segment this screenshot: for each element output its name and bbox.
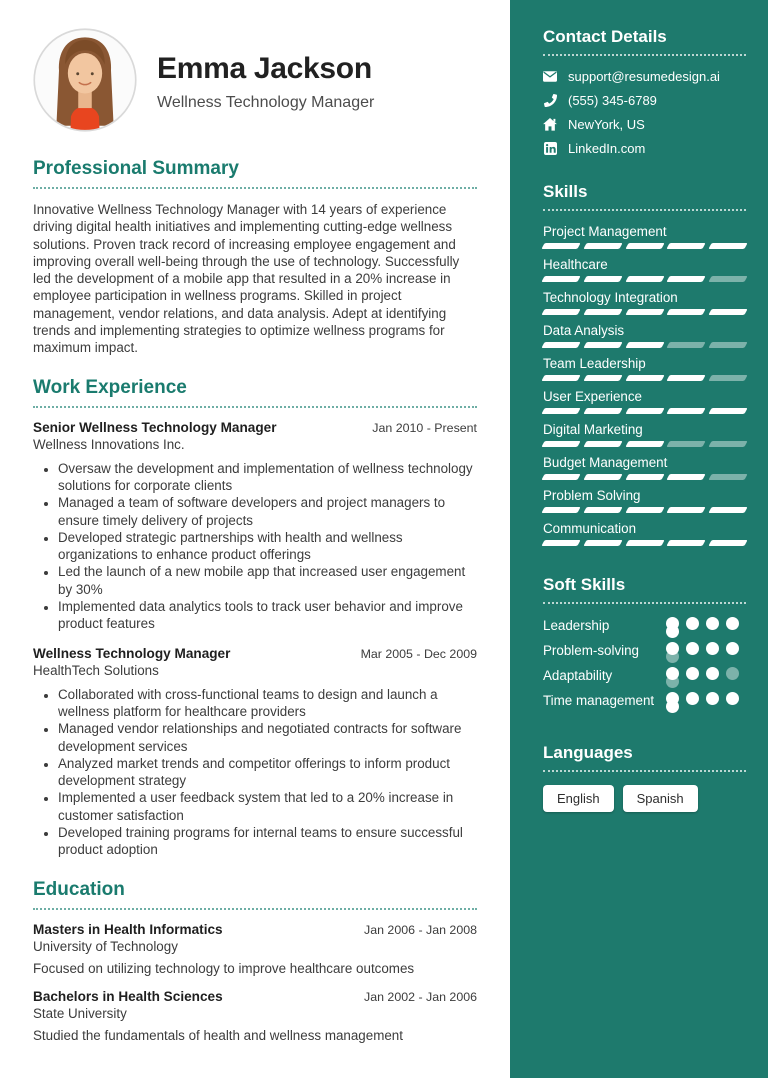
job-bullet-list [33, 460, 477, 633]
skill-label: Team Leadership [543, 356, 646, 371]
skill-bar-segment [709, 474, 748, 480]
skill-label: Digital Marketing [543, 422, 643, 437]
job-company: HealthTech Solutions [33, 662, 159, 678]
soft-skill-dot [686, 667, 699, 680]
skill-bar-segment [709, 342, 748, 348]
skill-bar-segment [583, 474, 622, 480]
skill-bar-segment [541, 507, 580, 513]
skill-bar-segment [541, 540, 580, 546]
skill-item [543, 389, 746, 414]
contact-heading: Contact Details [543, 27, 746, 56]
skill-bar-segment [667, 408, 706, 414]
skill-bar-segment [709, 375, 748, 381]
job-bullet: • Implemented data analytics tools to track user behavior and improve product features [58, 598, 477, 633]
skill-bar [543, 474, 746, 480]
soft-skill-dot [706, 617, 719, 630]
job-bullet: • Developed strategic partnerships with health and wellness organizations to enhance product offerings [58, 529, 477, 564]
skill-bar-segment [667, 243, 706, 249]
section-languages [543, 743, 746, 812]
soft-skill-dots [666, 667, 746, 688]
skill-bar-segment [583, 441, 622, 447]
skill-item [543, 422, 746, 447]
phone-icon [543, 94, 557, 108]
soft-skill-label: Problem-solving [543, 643, 640, 658]
education-dates: Jan 2002 - Jan 2006 [364, 989, 477, 1004]
job-bullet: • Led the launch of a new mobile app that increased user engagement by 30% [58, 563, 477, 598]
skill-bar-segment [625, 375, 664, 381]
soft-skill-dot [686, 692, 699, 705]
skill-bar-segment [709, 276, 748, 282]
soft-skill-item [543, 617, 746, 638]
summary-heading: Professional Summary [33, 158, 477, 189]
skill-bar-segment [541, 474, 580, 480]
soft-skill-dot [726, 617, 739, 630]
skill-bar-segment [541, 276, 580, 282]
education-school: University of Technology [33, 938, 178, 954]
contact-text: support@resumedesign.ai [568, 69, 720, 84]
skill-label: Healthcare [543, 257, 608, 272]
skill-bar-segment [709, 507, 748, 513]
education-heading: Education [33, 879, 477, 910]
contact-text: LinkedIn.com [568, 141, 646, 156]
soft-skill-dots [666, 617, 746, 638]
skill-label: Data Analysis [543, 323, 625, 338]
skill-bar-segment [667, 540, 706, 546]
job-dates: Mar 2005 - Dec 2009 [360, 646, 477, 661]
skill-bar-segment [625, 507, 664, 513]
skill-bar-segment [667, 375, 706, 381]
skill-bar-segment [709, 441, 748, 447]
job-title: Wellness Technology Manager [33, 645, 231, 661]
education-header [33, 922, 477, 937]
skill-bar [543, 375, 746, 381]
skill-bar-segment [583, 507, 622, 513]
skill-bar [543, 243, 746, 249]
skill-bar-segment [625, 309, 664, 315]
soft-skill-dot [706, 692, 719, 705]
job-company: Wellness Innovations Inc. [33, 436, 185, 452]
job-list [33, 420, 477, 859]
job-bullet: • Collaborated with cross-functional teams to design and launch a wellness platform for healthcare providers [58, 686, 477, 721]
contact-text: (555) 345-6789 [568, 93, 657, 108]
section-education [33, 879, 477, 1043]
soft-skill-dot [706, 642, 719, 655]
job-entry [33, 420, 477, 633]
contact-item [543, 117, 746, 132]
job-entry [33, 646, 477, 859]
soft-skill-dot [666, 675, 679, 688]
skill-item [543, 290, 746, 315]
soft-skill-dot [686, 617, 699, 630]
skill-bar-segment [541, 342, 580, 348]
job-bullet: • Oversaw the development and implementation of wellness technology solutions for corporate clients [58, 460, 477, 495]
skill-item [543, 488, 746, 513]
email-icon [543, 70, 557, 84]
skill-bar-segment [541, 408, 580, 414]
skill-bar-segment [625, 408, 664, 414]
skill-bar [543, 342, 746, 348]
skill-bar-segment [709, 243, 748, 249]
skill-label: Communication [543, 521, 637, 536]
section-soft-skills [543, 575, 746, 713]
soft-skill-dot [666, 625, 679, 638]
skill-item [543, 356, 746, 381]
section-experience [33, 377, 477, 859]
job-bullet: • Managed a team of software developers and project managers to ensure timely delivery of projects [58, 494, 477, 529]
job-bullet: • Analyzed market trends and competitor offerings to inform product development strategy [58, 755, 477, 790]
soft-skill-dot [726, 642, 739, 655]
soft-skill-label: Adaptability [543, 668, 613, 683]
soft-skills-list [543, 617, 746, 713]
section-contact [543, 27, 746, 156]
skill-item [543, 224, 746, 249]
candidate-title: Wellness Technology Manager [157, 94, 375, 111]
skill-bar-segment [583, 276, 622, 282]
skill-item [543, 257, 746, 282]
skill-item [543, 521, 746, 546]
soft-skill-item [543, 642, 746, 663]
skill-bar-segment [667, 276, 706, 282]
skill-label: User Experience [543, 389, 642, 404]
skill-bar-segment [667, 441, 706, 447]
linkedin-icon [543, 142, 557, 156]
education-dates: Jan 2006 - Jan 2008 [364, 922, 477, 937]
section-skills [543, 182, 746, 546]
skill-bar [543, 540, 746, 546]
skill-bar-segment [667, 309, 706, 315]
skill-bar-segment [709, 408, 748, 414]
soft-skill-item [543, 692, 746, 713]
soft-skill-label: Leadership [543, 618, 610, 633]
language-pill: Spanish [623, 785, 698, 812]
skill-bar-segment [583, 375, 622, 381]
avatar-illustration [33, 28, 137, 132]
skills-list [543, 224, 746, 546]
contact-item[interactable] [543, 141, 746, 156]
languages-list [543, 785, 746, 812]
skill-bar-segment [625, 243, 664, 249]
skill-label: Project Management [543, 224, 667, 239]
skill-bar-segment [541, 375, 580, 381]
summary-text: Innovative Wellness Technology Manager with 14 years of experience driving digital health initiatives and implementing cutting-edge wellness solutions. Proven track record of increasing employee engagement and improving overall well-being through the use of technology. Successfully led the development of a mobile app that resulted in a 20% increase in employee participation in wellness programs. Skilled in project management, vendor relations, and data analysis. Adept at identifying trends and implementing strategies to optimize wellness programs for maximum impact. [33, 202, 460, 356]
skill-bar-segment [667, 507, 706, 513]
languages-heading: Languages [543, 743, 746, 772]
education-list [33, 922, 477, 1043]
contact-item[interactable] [543, 69, 746, 84]
skill-bar-segment [541, 441, 580, 447]
soft-skill-dot [726, 692, 739, 705]
job-dates: Jan 2010 - Present [372, 420, 477, 435]
soft-skill-dot [686, 642, 699, 655]
contact-list [543, 69, 746, 156]
job-bullet: • Implemented a user feedback system that led to a 20% increase in customer satisfaction [58, 789, 477, 824]
job-bullet-list [33, 686, 477, 859]
education-header [33, 989, 477, 1004]
soft-skill-dot [706, 667, 719, 680]
job-header [33, 646, 477, 661]
skill-bar [543, 309, 746, 315]
name-block [157, 48, 374, 112]
skill-label: Technology Integration [543, 290, 678, 305]
education-school: State University [33, 1005, 127, 1021]
skill-bar-segment [583, 243, 622, 249]
skill-label: Problem Solving [543, 488, 641, 503]
skill-bar-segment [583, 309, 622, 315]
avatar [33, 28, 137, 132]
soft-skill-label: Time management [543, 693, 655, 708]
skill-bar-segment [625, 474, 664, 480]
skill-bar-segment [709, 540, 748, 546]
skill-item [543, 323, 746, 348]
section-summary [33, 158, 477, 357]
job-title: Senior Wellness Technology Manager [33, 419, 277, 435]
candidate-name: Emma Jackson [157, 52, 372, 85]
skills-heading: Skills [543, 182, 746, 211]
education-description: Studied the fundamentals of health and wellness management [33, 1027, 403, 1043]
skill-bar-segment [541, 309, 580, 315]
skill-bar [543, 441, 746, 447]
soft-skill-dot [666, 650, 679, 663]
skill-bar-segment [625, 342, 664, 348]
skill-bar-segment [667, 474, 706, 480]
soft-skill-dot [726, 667, 739, 680]
skill-bar-segment [709, 309, 748, 315]
skill-bar-segment [583, 342, 622, 348]
skill-bar-segment [625, 540, 664, 546]
skill-bar [543, 408, 746, 414]
skill-bar-segment [583, 408, 622, 414]
soft-skill-dot [666, 700, 679, 713]
skill-bar-segment [625, 441, 664, 447]
home-icon [543, 118, 557, 132]
experience-heading: Work Experience [33, 377, 477, 408]
contact-text: NewYork, US [568, 117, 645, 132]
skill-bar-segment [541, 243, 580, 249]
soft-skill-dots [666, 642, 746, 663]
education-entry [33, 989, 477, 1043]
contact-item [543, 93, 746, 108]
skill-item [543, 455, 746, 480]
soft-skill-item [543, 667, 746, 688]
soft-skills-heading: Soft Skills [543, 575, 746, 604]
sidebar [510, 0, 768, 1078]
skill-bar [543, 276, 746, 282]
language-pill: English [543, 785, 614, 812]
skill-bar [543, 507, 746, 513]
education-title: Bachelors in Health Sciences [33, 988, 223, 1004]
soft-skill-dots [666, 692, 746, 713]
education-entry [33, 922, 477, 976]
job-header [33, 420, 477, 435]
job-bullet: • Developed training programs for internal teams to ensure successful product adoption [58, 824, 477, 859]
education-title: Masters in Health Informatics [33, 921, 223, 937]
skill-bar-segment [625, 276, 664, 282]
education-description: Focused on utilizing technology to improve healthcare outcomes [33, 960, 415, 976]
job-bullet: • Managed vendor relationships and negotiated contracts for software development services [58, 720, 477, 755]
skill-bar-segment [667, 342, 706, 348]
skill-label: Budget Management [543, 455, 668, 470]
skill-bar-segment [583, 540, 622, 546]
resume-header [33, 28, 477, 132]
